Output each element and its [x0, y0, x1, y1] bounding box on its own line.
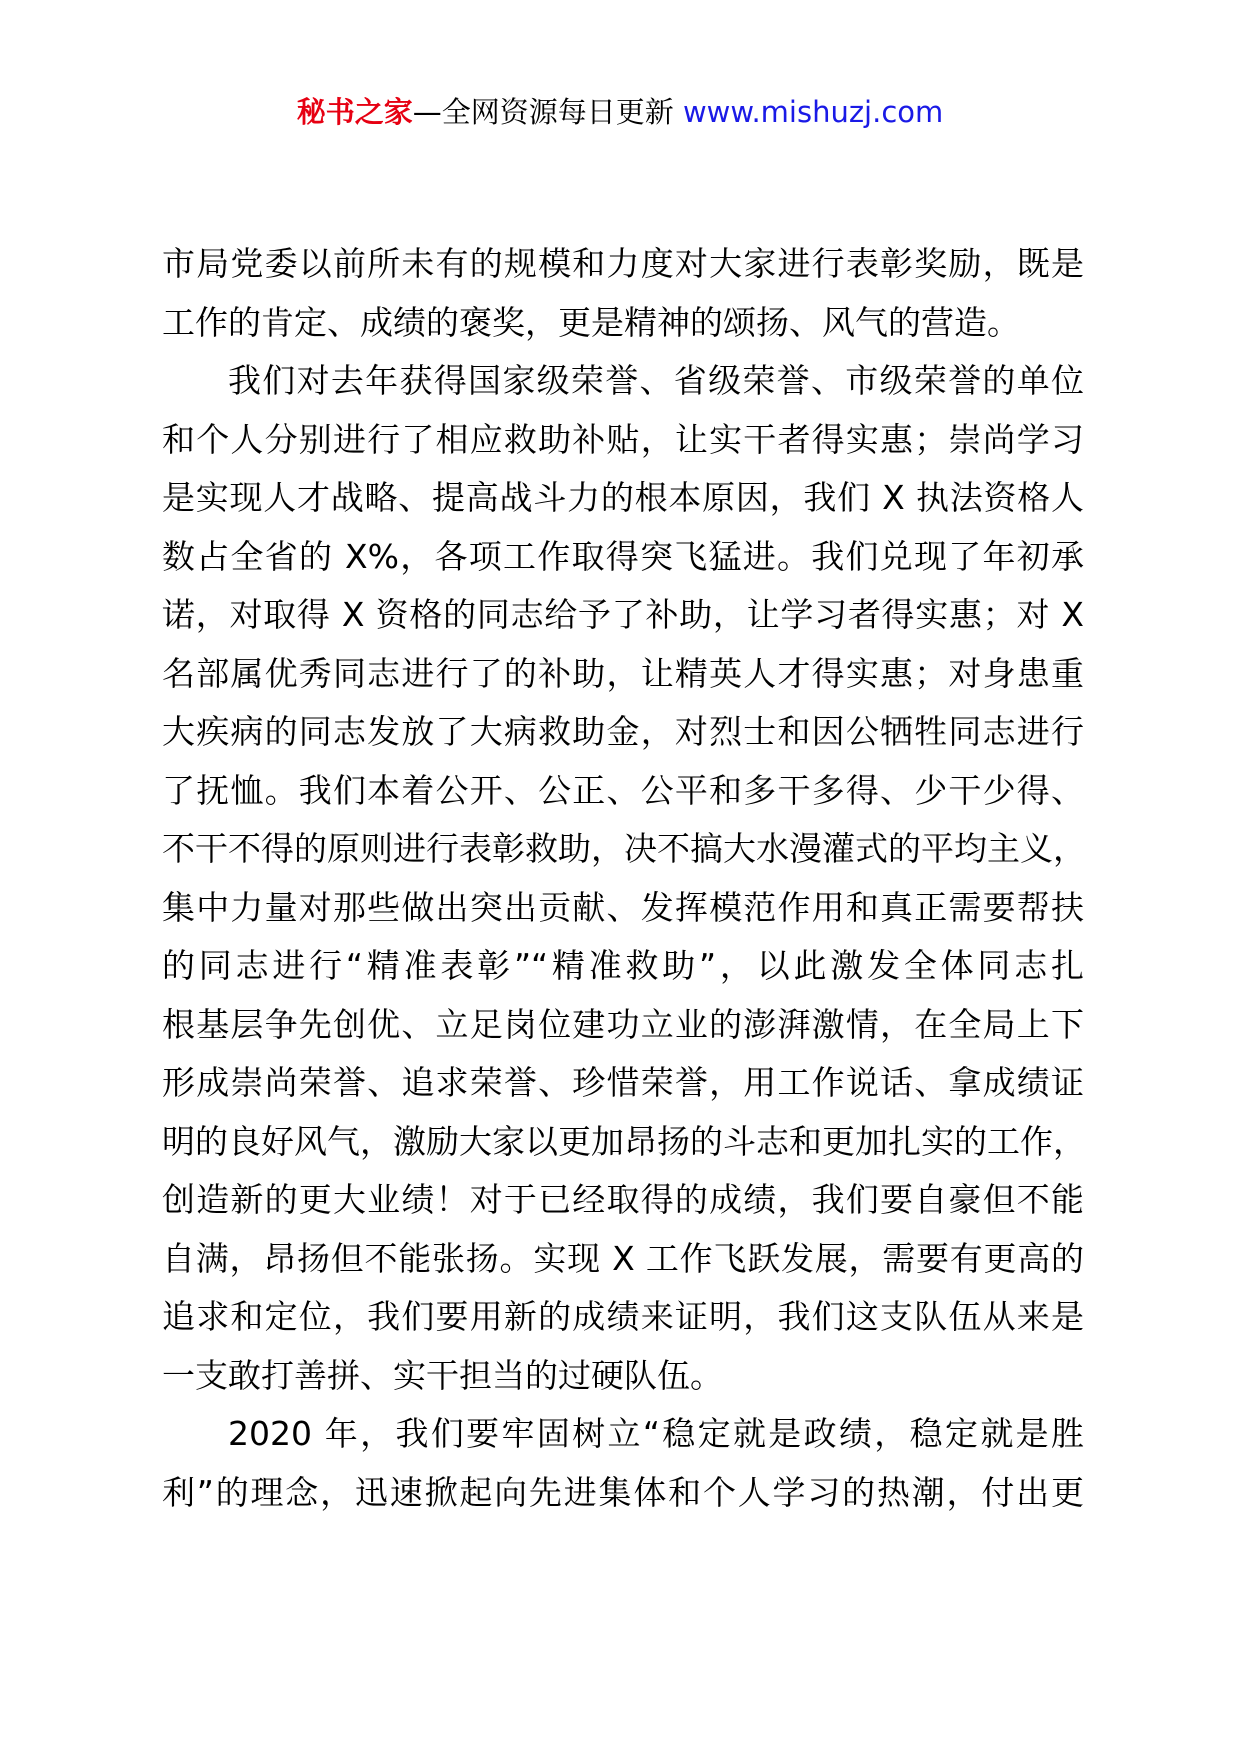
- body-line: 自满，昂扬但不能张扬。实现 X 工作飞跃发展，需要有更高的: [162, 1238, 1084, 1278]
- body-line: 明的良好风气，激励大家以更加昂扬的斗志和更加扎实的工作，: [162, 1121, 1086, 1161]
- body-line: 名部属优秀同志进行了的补助，让精英人才得实惠；对身患重: [162, 653, 1084, 693]
- header-site-url[interactable]: www.mishuzj.com: [682, 95, 944, 129]
- body-line: 了抚恤。我们本着公开、公正、公平和多干多得、少干少得、: [162, 770, 1084, 810]
- body-line: 的同志进行“精准表彰”“精准救助”，以此激发全体同志扎: [162, 946, 1084, 985]
- paragraph-start-line: 我们对去年获得国家级荣誉、省级荣誉、市级荣誉的单位: [228, 361, 1084, 400]
- body-line: 创造新的更大业绩！对于已经取得的成绩，我们要自豪但不能: [162, 1180, 1084, 1219]
- body-line: 工作的肯定、成绩的褒奖，更是精神的颂扬、风气的营造。: [162, 302, 1020, 342]
- body-line: 诺，对取得 X 资格的同志给予了补助，让学习者得实惠；对 X: [162, 595, 1084, 634]
- body-line: 大疾病的同志发放了大病救助金，对烈士和因公牺牲同志进行: [162, 712, 1084, 751]
- body-line: 数占全省的 X%，各项工作取得突飞猛进。我们兑现了年初承: [162, 536, 1084, 576]
- body-line: 根基层争先创优、立足岗位建功立业的澎湃激情，在全局上下: [162, 1004, 1084, 1044]
- header-tagline: —全网资源每日更新: [412, 95, 683, 129]
- body-line: 集中力量对那些做出突出贡献、发挥模范作用和真正需要帮扶: [162, 887, 1084, 927]
- body-line: 形成崇尚荣誉、追求荣誉、珍惜荣誉，用工作说话、拿成绩证: [162, 1063, 1084, 1102]
- body-line: 一支敢打善拼、实干担当的过硬队伍。: [162, 1355, 723, 1395]
- document-body: [162, 235, 1084, 1522]
- header-brand: 秘书之家: [296, 95, 413, 129]
- body-line: 追求和定位，我们要用新的成绩来证明，我们这支队伍从来是: [162, 1297, 1084, 1336]
- body-line: 利”的理念，迅速掀起向先进集体和个人学习的热潮，付出更: [162, 1472, 1084, 1512]
- body-line: 市局党委以前所未有的规模和力度对大家进行表彰奖励，既是: [162, 244, 1084, 283]
- body-line: 是实现人才战略、提高战斗力的根本原因，我们 X 执法资格人: [162, 478, 1084, 517]
- page-header: [0, 92, 1240, 132]
- paragraph-start-line: 2020 年，我们要牢固树立“稳定就是政绩，稳定就是胜: [228, 1414, 1084, 1453]
- body-line: 和个人分别进行了相应救助补贴，让实干者得实惠；崇尚学习: [162, 419, 1084, 459]
- body-line: 不干不得的原则进行表彰救助，决不搞大水漫灌式的平均主义，: [162, 829, 1086, 868]
